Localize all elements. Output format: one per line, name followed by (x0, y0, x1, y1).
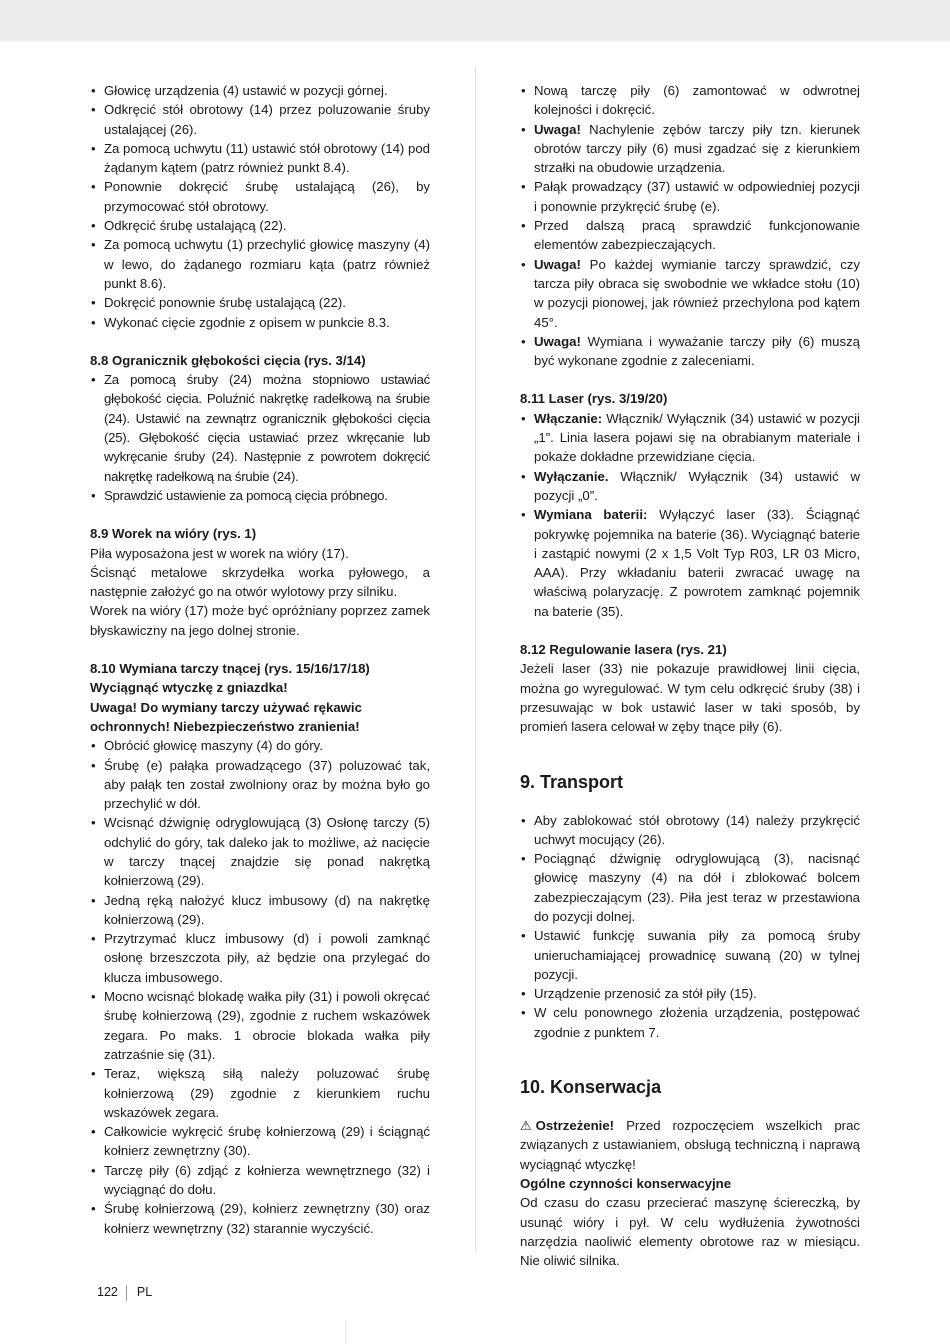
list-item: • Tarczę piły (6) zdjąć z kołnierza wewnętrznego (32) i wyciągnąć do dołu. (90, 1161, 430, 1200)
list-item (520, 332, 860, 371)
maintenance-warning (520, 1116, 860, 1174)
paragraph: Jeżeli laser (33) nie pokazuje prawidłowej linii cięcia, można go wyregulować. W tym celu odkręcić śruby (38) i przesuwając w bok ustawić laser w taki sposób, by promień lasera celował w zęby tnące piły (6). (520, 661, 860, 735)
section-8-9-title: 8.9 Worek na wióry (rys. 1) (90, 526, 257, 542)
list-item: • Całkowicie wykręcić śrubę kołnierzową (29) i ściągnąć kołnierz zewnętrzny (30). (90, 1122, 430, 1161)
column-divider (475, 66, 476, 1252)
list-item: • Nową tarczę piły (6) zamontować w odwrotnej kolejności i dokręcić. (520, 81, 860, 120)
list-item-text: Wyłączyć laser (33). Ściągnąć pokrywkę pojemnika na baterie (36). Wyciągnąć baterie i zastąpić nowymi (2 x 1,5 Volt Typ R03, LR 03 Micro, AAA). Przy wkładaniu baterii zwracać uwagę na właściwą polaryzację. Z powrotem zamknąć pojemnik na baterie (35). (534, 507, 861, 619)
list-item: • Aby zablokować stół obrotowy (14) należy przykręcić uchwyt mocujący (26). (520, 811, 860, 850)
section-8-11-list (520, 409, 860, 621)
section-8-10-title: 8.10 Wymiana tarczy tnącej (rys. 15/16/17/18) (90, 661, 370, 677)
list-item: • Przed dalszą pracą sprawdzić funkcjonowanie elementów zabezpieczających. (520, 216, 860, 255)
warning-text: Przed rozpoczęciem wszelkich prac związanych z ustawianiem, obsługą techniczną i naprawą wyciągnąć wtyczkę! (520, 1118, 860, 1172)
list-item: • Śrubę (e) pałąka prowadzącego (37) poluzować tak, aby pałąk ten został zwolniony oraz by można było go przechylić w dół. (90, 756, 430, 814)
page-footer (97, 1284, 152, 1301)
section-8-10-list (90, 736, 430, 1238)
section-8-11-title: 8.11 Laser (rys. 3/19/20) (520, 391, 668, 407)
list-item: • Ponownie dokręcić śrubę ustalającą (26), by przymocować stół obrotowy. (90, 177, 430, 216)
list-item: • Jedną ręką nałożyć klucz imbusowy (d) na nakrętkę kołnierzową (29). (90, 891, 430, 930)
warning-triangle-icon: ⚠ (520, 1118, 532, 1134)
paragraph: Od czasu do czasu przecierać maszynę ściereczką, by usunąć wióry i pył. W celu wydłużenia żywotności narzędzia naoliwić elementy obrotowe raz w miesiącu. Nie oliwić silnika. (520, 1195, 860, 1269)
list-item: • Odkręcić śrubę ustalającą (22). (90, 216, 430, 235)
continued-list (520, 81, 860, 370)
section-8-8-title: 8.8 Ogranicznik głębokości cięcia (rys. 3/14) (90, 352, 366, 368)
footer-separator (126, 1285, 127, 1301)
list-item: • Za pomocą uchwytu (1) przechylić głowicę maszyny (4) w lewo, do żądanego rozmiaru kąta (patrz również punkt 8.6). (90, 235, 430, 293)
list-item: • Odkręcić stół obrotowy (14) przez poluzowanie śruby ustalającej (26). (90, 100, 430, 139)
item-label: Wymiana baterii: (534, 507, 648, 523)
maintenance-subtitle: Ogólne czynności konserwacyjne (520, 1175, 732, 1191)
intro-list (90, 81, 430, 332)
section-10-title: 10. Konserwacja (520, 1077, 662, 1098)
warning-label: Ostrzeżenie! (535, 1118, 615, 1134)
language-code: PL (136, 1285, 153, 1299)
attention-label: Uwaga! (534, 333, 581, 349)
list-item: • Ustawić funkcję suwania piły za pomocą śruby unieruchamiającej prowadnicę suwaną (20) w tylnej pozycji. (520, 926, 860, 984)
list-item: • W celu ponownego złożenia urządzenia, postępować zgodnie z punktem 7. (520, 1003, 860, 1042)
paragraph: Worek na wióry (17) może być opróżniany poprzez zamek błyskawiczny na jego dolnej stronie. (90, 603, 430, 638)
list-item: • Mocno wcisnąć blokadę wałka piły (31) i powoli okręcać śrubę kołnierzową (29), zgodnie z ruchem wskazówek zegara. Po maks. 1 obrocie blokada wałka piły zatrzaśnie się (31). (90, 987, 430, 1064)
list-item: • Wykonać cięcie zgodnie z opisem w punkcie 8.3. (90, 313, 430, 332)
attention-label: Uwaga! (534, 121, 581, 137)
list-item: • Pałąk prowadzący (37) ustawić w odpowiedniej pozycji i ponownie przykręcić śrubę (e). (520, 177, 860, 216)
warning-unplug: Wyciągnąć wtyczkę z gniazdka! (90, 680, 288, 696)
list-item: • Dokręcić ponownie śrubę ustalającą (22). (90, 293, 430, 312)
list-item: • Za pomocą śruby (24) można stopniowo ustawiać głębokość cięcia. Poluźnić nakrętkę radełkową na śrubie (24). Ustawić na zewnątrz ogranicznik głębokości cięcia (25). Głębokość cięcia ustawiać przez wkręcanie lub wykręcanie śruby (24). Następnie z powrotem dokręcić nakrętkę radełkową na śrubie (24). (90, 370, 430, 486)
left-column (90, 81, 430, 1238)
list-item (520, 120, 860, 178)
list-item-text: Włącznik/ Wyłącznik (34) ustawić w pozycji „0”. (534, 468, 860, 503)
right-column (520, 81, 860, 1270)
section-8-8-list (90, 370, 430, 505)
list-item: • Głowicę urządzenia (4) ustawić w pozycji górnej. (90, 81, 430, 100)
list-item: • Za pomocą uchwytu (11) ustawić stół obrotowy (14) pod żądanym kątem (patrz również punkt 8.4). (90, 139, 430, 178)
list-item: • Pociągnąć dźwignię odryglowującą (3), nacisnąć głowicę maszyny (4) na dół i zblokować bolcem zabezpieczającym (23). Piła jest teraz w przestawiona do pozycji dolnej. (520, 849, 860, 926)
list-item: • Obrócić głowicę maszyny (4) do góry. (90, 736, 430, 755)
list-item: • Śrubę kołnierzową (29), kołnierz zewnętrzny (30) oraz kołnierz wewnętrzny (32) starannie wyczyścić. (90, 1199, 430, 1238)
list-item: • Teraz, większą siłą należy poluzować śrubę kołnierzową (29) zgodnie z kierunkiem ruchu wskazówek zegara. (90, 1064, 430, 1122)
list-item-text: Wymiana i wyważanie tarczy piły (6) muszą być wykonane zgodnie z zaleceniami. (534, 333, 860, 369)
list-item-text: Włącznik/ Wyłącznik (34) ustawić w pozycji „1”. Linia lasera pojawi się na obrabianym materiale i pokaże dokładne przewidziane cięcia. (534, 410, 860, 465)
list-item (520, 505, 860, 621)
attention-label: Uwaga! (534, 256, 581, 272)
list-item (520, 409, 860, 467)
list-item (520, 467, 860, 506)
top-bar (0, 0, 950, 41)
page-number: 122 (97, 1285, 118, 1299)
paragraph: Piła wyposażona jest w worek na wióry (17). (90, 545, 349, 561)
page-edge-mark (345, 1320, 346, 1344)
list-item: • Sprawdzić ustawienie za pomocą cięcia próbnego. (90, 486, 430, 505)
item-label: Włączanie: (534, 410, 603, 426)
list-item-text: Nachylenie zębów tarczy piły tzn. kierunek obrotów tarczy piły (6) musi zgadzać się z kierunkiem strzałki na obudowie urządzenia. (534, 121, 860, 176)
list-item: • Przytrzymać klucz imbusowy (d) i powoli zamknąć osłonę brzeszczota piły, aż będzie ona przylegać do klucza imbusowego. (90, 929, 430, 987)
section-9-list (520, 811, 860, 1043)
paragraph: Ścisnąć metalowe skrzydełka worka pyłowego, a następnie założyć go na otwór wylotowy przy silniku. (90, 564, 430, 600)
item-label: Wyłączanie. (534, 468, 609, 484)
section-8-12-title: 8.12 Regulowanie lasera (rys. 21) (520, 642, 727, 658)
list-item (520, 255, 860, 332)
section-9-title: 9. Transport (520, 771, 624, 792)
list-item: • Wcisnąć dźwignię odryglowującą (3) Osłonę tarczy (5) odchylić do góry, tak daleko jak to możliwe, aż nacięcie w tarczy tnącej znajdzie się ponad nakrętką kołnierzową (29). (90, 813, 430, 890)
list-item: • Urządzenie przenosić za stół piły (15). (520, 984, 860, 1003)
list-item-text: Po każdej wymianie tarczy sprawdzić, czy tarcza piły obraca się swobodnie we wkładce stołu (10) w pozycji pionowej, jak również przechylona pod kątem 45°. (534, 256, 860, 330)
warning-gloves: Uwaga! Do wymiany tarczy używać rękawic ochronnych! Niebezpieczeństwo zranienia! (90, 699, 362, 734)
